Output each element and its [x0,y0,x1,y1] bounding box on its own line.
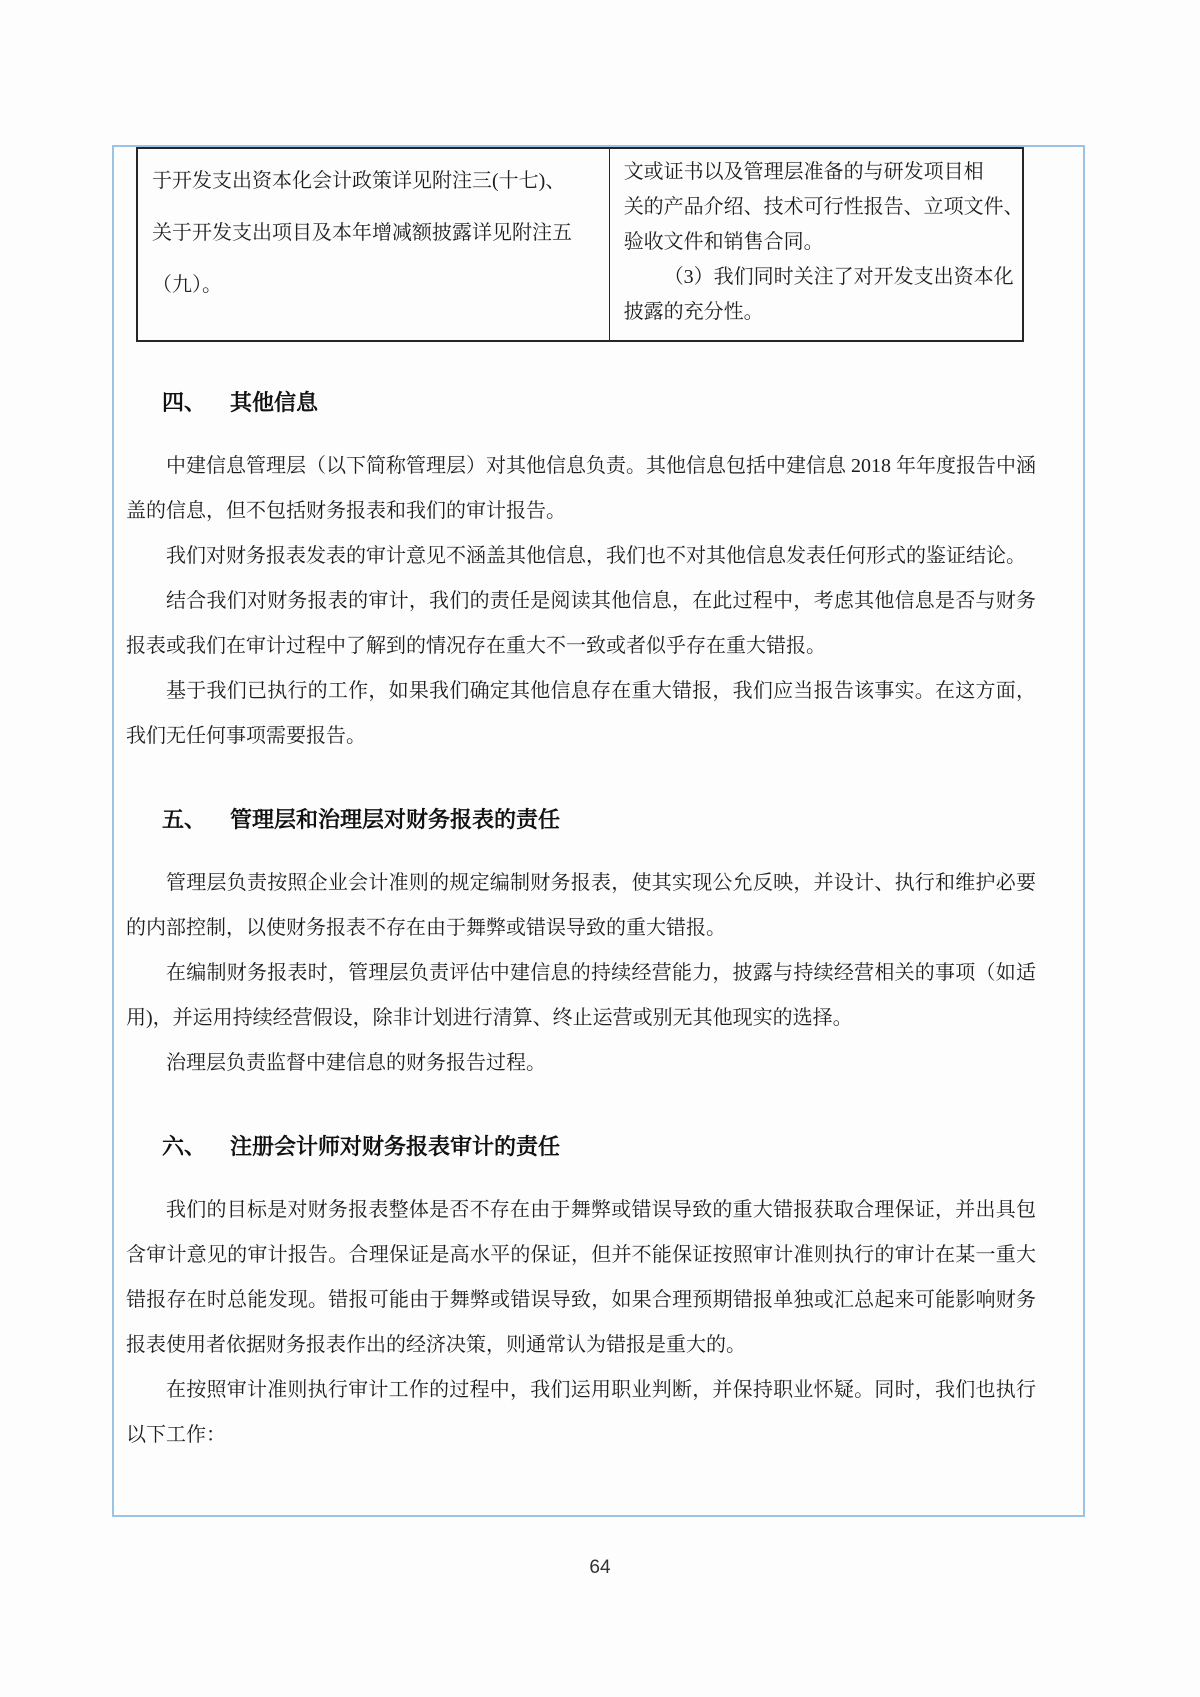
table-text-line: 验收文件和销售合同。 [623,231,824,253]
paragraph: 基于我们已执行的工作，如果我们确定其他信息存在重大错报，我们应当报告该事实。在这方面，我们无任何事项需要报告。 [126,680,1036,747]
paragraph: 在编制财务报表时，管理层负责评估中建信息的持续经营能力，披露与持续经营相关的事项（如适用)，并运用持续经营假设，除非计划进行清算、终止运营或别无其他现实的选择。 [126,962,1036,1029]
section-heading-6 [162,1132,1083,1162]
section-number: 四、 [162,390,207,415]
section-number: 六、 [162,1134,207,1159]
section-title: 注册会计师对财务报表审计的责任 [230,1134,561,1159]
paragraph: 我们的目标是对财务报表整体是否不存在由于舞弊或错误导致的重大错报获取合理保证，并出具包含审计意见的审计报告。合理保证是高水平的保证，但并不能保证按照审计准则执行的审计在某一重大错报存在时总能发现。错报可能由于舞弊或错误导致，如果合理预期错报单独或汇总起来可能影响财务报表使用者依据财务报表作出的经济决策，则通常认为错报是重大的。 [126,1199,1036,1356]
section-management-responsibility [126,805,1083,1086]
section-heading-5 [162,805,1083,835]
paragraph: 我们对财务报表发表的审计意见不涵盖其他信息，我们也不对其他信息发表任何形式的鉴证结论。 [166,545,1026,567]
paragraph: 中建信息管理层（以下简称管理层）对其他信息负责。其他信息包括中建信息 2018 年年度报告中涵盖的信息，但不包括财务报表和我们的审计报告。 [126,455,1036,522]
paragraph: 结合我们对财务报表的审计，我们的责任是阅读其他信息，在此过程中，考虑其他信息是否与财务报表或我们在审计过程中了解到的情况存在重大不一致或者似乎存在重大错报。 [126,590,1036,657]
table-text-line: 关的产品介绍、技术可行性报告、立项文件、 [623,196,1024,218]
section-auditor-responsibility [126,1132,1083,1458]
table-text-line: 于开发支出资本化会计政策详见附注三(十七)、 [152,170,566,192]
page-number: 64 [589,1557,611,1578]
page-frame [112,145,1085,1517]
table-row [137,148,1023,341]
table-text-line: 披露的充分性。 [623,301,764,323]
table-text-line: （九）。 [152,274,222,296]
section-title: 管理层和治理层对财务报表的责任 [230,807,561,832]
section-title: 其他信息 [230,390,319,415]
paragraph: 治理层负责监督中建信息的财务报告过程。 [166,1052,546,1074]
section-heading-4 [162,388,1083,418]
section-number: 五、 [162,807,207,832]
paragraph: 在按照审计准则执行审计工作的过程中，我们运用职业判断，并保持职业怀疑。同时，我们也执行以下工作： [126,1379,1036,1446]
table-text-line: 关于开发支出项目及本年增减额披露详见附注五 [152,222,572,244]
table-cell-right [609,148,1023,341]
table-cell-left [137,148,609,341]
paragraph: 管理层负责按照企业会计准则的规定编制财务报表，使其实现公允反映，并设计、执行和维护必要的内部控制，以使财务报表不存在由于舞弊或错误导致的重大错报。 [126,872,1036,939]
key-audit-matter-table [136,147,1024,342]
section-other-information [126,388,1083,759]
table-text-line: 文或证书以及管理层准备的与研发项目相 [623,161,984,183]
table-text-line: （3）我们同时关注了对开发支出资本化 [663,266,1014,288]
